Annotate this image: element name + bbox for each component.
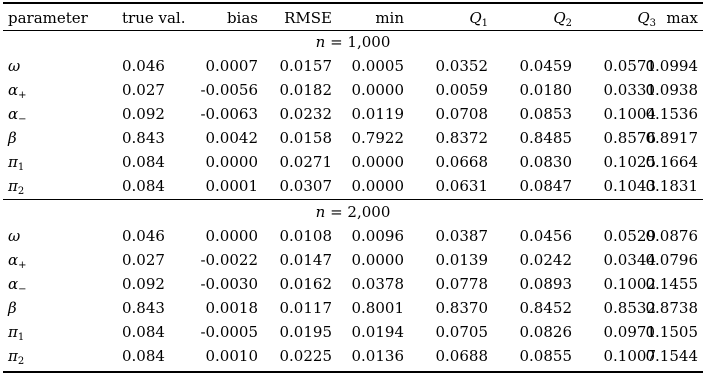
cell-q3: 0.1025 — [603, 153, 656, 171]
cell-true-val: 0.084 — [122, 323, 165, 341]
cell-max: 0.1664 — [645, 153, 698, 171]
cell-bias: -0.0063 — [200, 105, 258, 123]
cell-q1: 0.0352 — [435, 57, 488, 75]
cell-q3: 0.1002 — [603, 275, 656, 293]
cell-min: 0.0119 — [351, 105, 404, 123]
cell-q1: 0.0668 — [435, 153, 488, 171]
cell-rmse: 0.0158 — [279, 129, 332, 147]
cell-max: 0.1455 — [645, 275, 698, 293]
param-symbol: $\pi_2$ — [8, 347, 25, 367]
cell-q2: 0.0855 — [519, 347, 572, 365]
cell-rmse: 0.0108 — [279, 227, 332, 245]
header-q1: $Q_1$ — [469, 9, 488, 29]
cell-rmse: 0.0271 — [279, 153, 332, 171]
cell-bias: 0.0000 — [205, 153, 258, 171]
cell-rmse: 0.0182 — [279, 81, 332, 99]
cell-q3: 0.1043 — [603, 177, 656, 195]
cell-max: 0.1544 — [645, 347, 698, 365]
param-symbol: $\alpha_-$ — [8, 275, 27, 295]
cell-rmse: 0.0147 — [279, 251, 332, 269]
header-row — [0, 6, 706, 30]
cell-true-val: 0.027 — [122, 251, 165, 269]
cell-true-val: 0.092 — [122, 275, 165, 293]
cell-bias: 0.0018 — [205, 299, 258, 317]
cell-q2: 0.0459 — [519, 57, 572, 75]
cell-q3: 0.1004 — [603, 105, 656, 123]
cell-q1: 0.0387 — [435, 227, 488, 245]
table-row — [0, 78, 706, 102]
param-symbol: $\pi_1$ — [8, 153, 25, 173]
cell-bias: 0.0010 — [205, 347, 258, 365]
cell-max: 0.1831 — [645, 177, 698, 195]
table-row — [0, 150, 706, 174]
section-title: n = 2,000 — [315, 203, 391, 221]
cell-q1: 0.0708 — [435, 105, 488, 123]
table-row — [0, 126, 706, 150]
cell-bias: -0.0030 — [200, 275, 258, 293]
table-row — [0, 224, 706, 248]
cell-rmse: 0.0225 — [279, 347, 332, 365]
table-row — [0, 272, 706, 296]
cell-q3: 0.0571 — [603, 57, 656, 75]
cell-q1: 0.0631 — [435, 177, 488, 195]
cell-q2: 0.0847 — [519, 177, 572, 195]
param-symbol: β — [8, 299, 17, 317]
header-rmse: RMSE — [284, 9, 332, 27]
table-row — [0, 320, 706, 344]
param-symbol: $\pi_1$ — [8, 323, 25, 343]
table-row — [0, 344, 706, 368]
cell-max: 0.8738 — [645, 299, 698, 317]
cell-max: 0.1505 — [645, 323, 698, 341]
cell-min: 0.7922 — [351, 129, 404, 147]
cell-q2: 0.8452 — [519, 299, 572, 317]
cell-max: 0.0994 — [645, 57, 698, 75]
cell-q2: 0.0893 — [519, 275, 572, 293]
cell-q2: 0.0242 — [519, 251, 572, 269]
header-q3: $Q_3$ — [637, 9, 656, 29]
cell-min: 0.0000 — [351, 153, 404, 171]
cell-true-val: 0.084 — [122, 347, 165, 365]
cell-true-val: 0.084 — [122, 153, 165, 171]
cell-true-val: 0.092 — [122, 105, 165, 123]
cell-true-val: 0.843 — [122, 299, 165, 317]
cell-q3: 0.0971 — [603, 323, 656, 341]
table-row — [0, 174, 706, 198]
param-symbol: β — [8, 129, 17, 147]
cell-true-val: 0.027 — [122, 81, 165, 99]
cell-min: 0.0194 — [351, 323, 404, 341]
cell-rmse: 0.0307 — [279, 177, 332, 195]
header-max: max — [666, 9, 698, 27]
cell-bias: 0.0000 — [205, 227, 258, 245]
header-bias: bias — [226, 9, 258, 27]
cell-q3: 0.8532 — [603, 299, 656, 317]
cell-bias: -0.0022 — [200, 251, 258, 269]
cell-rmse: 0.0162 — [279, 275, 332, 293]
cell-rmse: 0.0157 — [279, 57, 332, 75]
table-row — [0, 102, 706, 126]
cell-bias: 0.0042 — [205, 129, 258, 147]
cell-q1: 0.0778 — [435, 275, 488, 293]
cell-q3: 0.8576 — [603, 129, 656, 147]
cell-q2: 0.0853 — [519, 105, 572, 123]
cell-min: 0.0000 — [351, 81, 404, 99]
cell-bias: 0.0007 — [205, 57, 258, 75]
cell-q1: 0.8370 — [435, 299, 488, 317]
header-true-val: true val. — [122, 9, 186, 27]
cell-q3: 0.0529 — [603, 227, 656, 245]
param-symbol: ω — [8, 57, 21, 75]
param-symbol: $\pi_2$ — [8, 177, 25, 197]
cell-q3: 0.0331 — [603, 81, 656, 99]
cell-min: 0.0136 — [351, 347, 404, 365]
cell-max: 0.0876 — [645, 227, 698, 245]
cell-q1: 0.8372 — [435, 129, 488, 147]
cell-rmse: 0.0232 — [279, 105, 332, 123]
cell-q2: 0.0180 — [519, 81, 572, 99]
cell-q3: 0.0344 — [603, 251, 656, 269]
table-row — [0, 248, 706, 272]
cell-min: 0.0378 — [351, 275, 404, 293]
cell-min: 0.8001 — [351, 299, 404, 317]
param-symbol: ω — [8, 227, 21, 245]
table-row — [0, 54, 706, 78]
cell-rmse: 0.0195 — [279, 323, 332, 341]
cell-min: 0.0000 — [351, 251, 404, 269]
header-parameter: parameter — [8, 9, 88, 27]
cell-q1: 0.0059 — [435, 81, 488, 99]
section-title: n = 1,000 — [315, 33, 391, 51]
cell-max: 0.8917 — [645, 129, 698, 147]
cell-true-val: 0.084 — [122, 177, 165, 195]
cell-bias: -0.0056 — [200, 81, 258, 99]
param-symbol: $\alpha_+$ — [8, 251, 27, 271]
cell-rmse: 0.0117 — [279, 299, 332, 317]
table-row — [0, 296, 706, 320]
cell-min: 0.0096 — [351, 227, 404, 245]
cell-q1: 0.0688 — [435, 347, 488, 365]
param-symbol: $\alpha_-$ — [8, 105, 27, 125]
top-rule — [3, 2, 703, 4]
cell-true-val: 0.843 — [122, 129, 165, 147]
cell-min: 0.0000 — [351, 177, 404, 195]
cell-q1: 0.0705 — [435, 323, 488, 341]
header-q2: $Q_2$ — [553, 9, 572, 29]
header-min: min — [375, 9, 404, 27]
cell-q2: 0.0830 — [519, 153, 572, 171]
cell-bias: -0.0005 — [200, 323, 258, 341]
cell-max: 0.1536 — [645, 105, 698, 123]
cell-max: 0.0796 — [645, 251, 698, 269]
cell-q2: 0.0826 — [519, 323, 572, 341]
cell-true-val: 0.046 — [122, 227, 165, 245]
cell-q3: 0.1007 — [603, 347, 656, 365]
cell-q2: 0.0456 — [519, 227, 572, 245]
cell-bias: 0.0001 — [205, 177, 258, 195]
cell-min: 0.0005 — [351, 57, 404, 75]
param-symbol: $\alpha_+$ — [8, 81, 27, 101]
cell-max: 0.0938 — [645, 81, 698, 99]
cell-q2: 0.8485 — [519, 129, 572, 147]
cell-true-val: 0.046 — [122, 57, 165, 75]
cell-q1: 0.0139 — [435, 251, 488, 269]
